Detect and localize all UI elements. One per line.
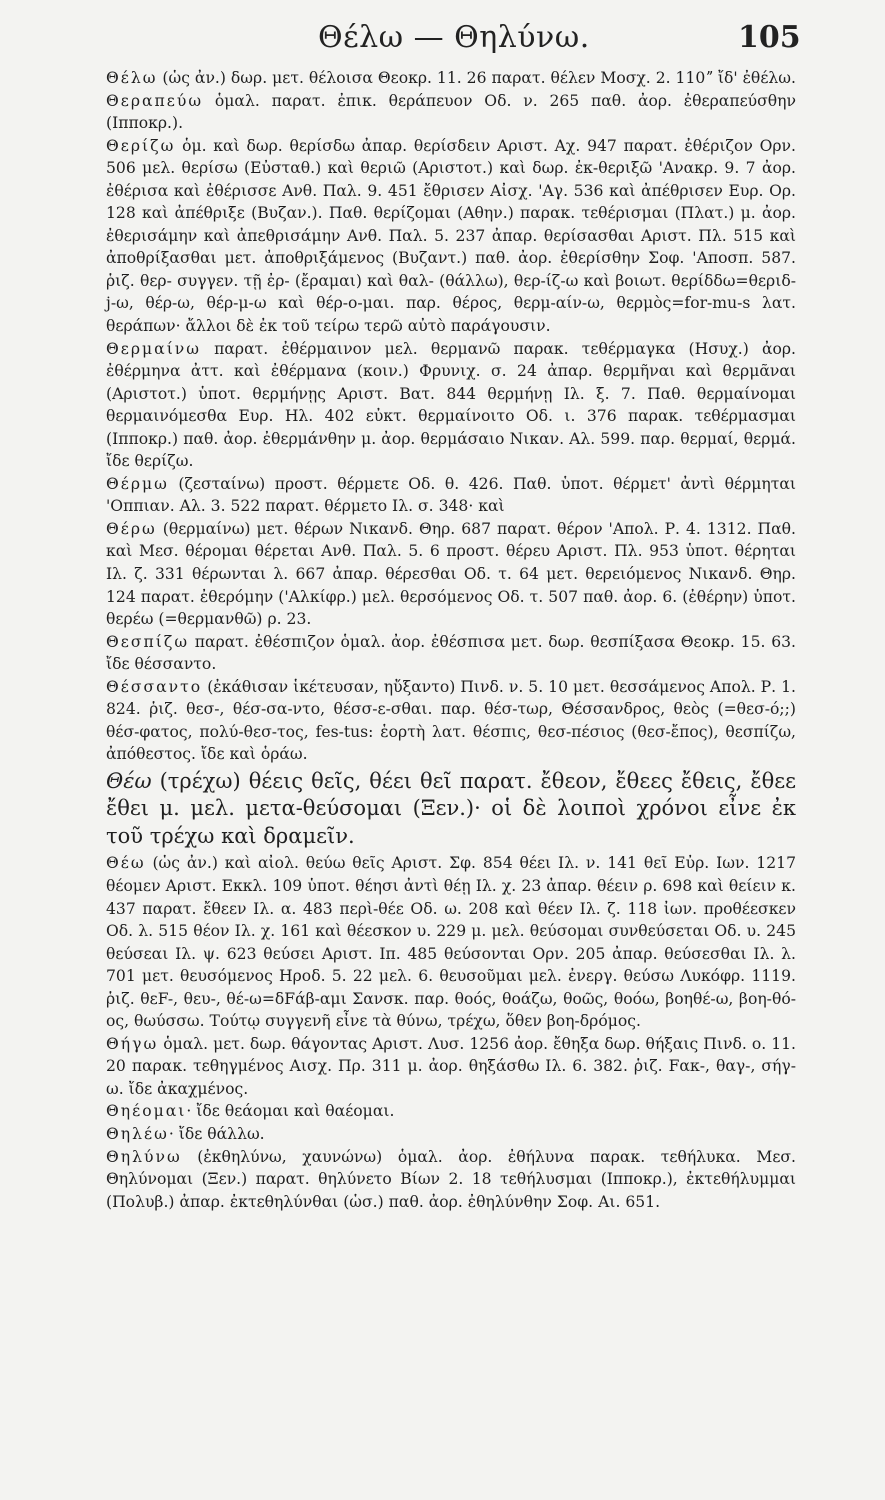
entry-lemma: Θηλύνω [106, 1147, 182, 1166]
dictionary-entry [106, 67, 796, 90]
dictionary-entry [106, 631, 796, 676]
entry-lemma: Θηλέω [106, 1125, 169, 1144]
entry-lemma: Θέλω [106, 69, 158, 87]
entry-text: (ὡς ἀν.) δωρ. μετ. θέλοισα Θεοκρ. 11. 26 παρατ. θέλεν Μοσχ. 2. 110ˮ ἴδ' ἐθέλω. [157, 69, 796, 87]
dictionary-entry [106, 852, 796, 1032]
entry-lemma: Θέσσαντο [106, 677, 203, 696]
dictionary-entry [106, 90, 796, 135]
entry-text: ὁμ. καὶ δωρ. θερίσδω ἀπαρ. θερίσδειν Αριστ. Αχ. 947 παρατ. ἐθέριζον Ορν. 506 μελ. θερίσω (Εὐσταθ.) καὶ θεριῶ (Αριστοτ.) καὶ δωρ. ἐκ-θεριξῶ 'Ανακρ. 9. 7 ἀορ. ἐθέρισα καὶ ἐθέρισσε Ανθ. Παλ. 9. 451 ἔθρισεν Αἰσχ. 'Αγ. 536 καὶ ἀπέθρισεν Ευρ. Ορ. 128 καὶ ἀπέθριξε (Βυζαν.). Παθ. θερίζομαι (Αθην.) παρακ. τεθέρισμαι (Πλατ.) μ. ἀορ. ἐθερισάμην καὶ ἀπεθρισάμην Ανθ. Παλ. 5. 237 ἀπαρ. θερίσασθαι Αριστ. Πλ. 515 καὶ ἀποθρίξασθαι μετ. ἀποθριξάμενος (Βυζαντ.) παθ. ἀορ. ἐθερίσθην Σοφ. 'Αποσπ. 587. ῥιζ. θερ- συγγεν. τῇ ἐρ- (ἔραμαι) καὶ θαλ- (θάλλω), θερ-ίζ-ω καὶ βοιωτ. θερίδδω=θεριδ-j-ω, θέρ-ω, θέρ-μ-ω καὶ θέρ-ο-μαι. παρ. θέρος, θερμ-αίν-ω, θερμὸς=for-mu-s λατ. θεράπων· ἄλλοι δὲ ἐκ τοῦ τείρω τερῶ αὐτὸ παράγουσιν. [106, 136, 796, 336]
entry-lemma: Θεραπεύω [106, 91, 204, 110]
dictionary-entry [106, 768, 796, 851]
page-number: 105 [738, 20, 801, 55]
dictionary-entries [106, 67, 796, 1213]
dictionary-entry [106, 1146, 796, 1214]
entry-lemma: Θέω [106, 854, 146, 873]
entry-text: · ἴδε θάλλω. [168, 1125, 265, 1144]
page-header [0, 14, 885, 64]
dictionary-entry [106, 1100, 796, 1123]
dictionary-entry [106, 338, 796, 473]
dictionary-entry [106, 518, 796, 631]
dictionary-entry [106, 473, 796, 518]
dictionary-entry [106, 1123, 796, 1146]
entry-lemma: Θεσπίζω [106, 632, 190, 651]
dictionary-entry [106, 135, 796, 338]
entry-lemma: Θέω [106, 768, 152, 793]
running-title: Θέλω — Θηλύνω. [318, 20, 590, 55]
entry-text: · ἴδε θεάομαι καὶ θαέομαι. [186, 1102, 395, 1121]
entry-text: παρατ. ἐθέρμαινον μελ. θερμανῶ παρακ. τεθέρμαγκα (Ησυχ.) ἀορ. ἐθέρμηνα ἀττ. καὶ ἐθέρμανα (κοιν.) Φρυνιχ. σ. 24 ἀπαρ. θερμῆναι καὶ θερμᾶναι (Αριστοτ.) ὑποτ. θερμήνῃς Αριστ. Βατ. 844 θερμήνῃ Ιλ. ξ. 7. Παθ. θερμαίνομαι θερμαινόμεσθα Ευρ. Ηλ. 402 εὐκτ. θερμαίνοιτο Οδ. ι. 376 παρακ. τεθέρμασμαι (Ιπποκρ.) παθ. ἀορ. ἐθερμάνθην μ. ἀορ. θερμάσαιο Νικαν. Αλ. 599. παρ. θερμαί, θερμά. ἴδε θερίζω. [106, 339, 796, 471]
entry-lemma: Θερίζω [106, 136, 176, 155]
entry-text: (τρέχω) θέεις θεῖς, θέει θεῖ παρατ. ἔθεον, ἔθεες ἔθεις, ἔθεε ἔθει μ. μελ. μετα-θεύσομαι (Ξεν.)· οἱ δὲ λοιποὶ χρόνοι εἶνε ἐκ τοῦ τρέχω καὶ δραμεῖν. [106, 768, 796, 848]
entry-lemma: Θέρω [106, 519, 157, 538]
dictionary-entry [106, 676, 796, 766]
entry-lemma: Θέρμω [106, 474, 169, 493]
entry-text: (ζεσταίνω) προστ. θέρμετε Οδ. θ. 426. Παθ. ὑποτ. θέρμετ' ἀντὶ θέρμηται 'Οππιαν. Αλ. 3. 522 παρατ. θέρμετο Ιλ. σ. 348· καὶ [106, 474, 796, 516]
entry-text: ὁμαλ. παρατ. ἐπικ. θεράπευον Οδ. ν. 265 παθ. ἀορ. ἐθεραπεύσθην (Ιπποκρ.). [106, 91, 796, 133]
entry-text: (ἐκθηλύνω, χαυνώνω) ὁμαλ. ἀορ. ἐθήλυνα παρακ. τεθήλυκα. Μεσ. Θηλύνομαι (Ξεν.) παρατ. θηλύνετο Βίων 2. 18 τεθήλυσμαι (Ιπποκρ.), ἐκτεθήλυμμαι (Πολυβ.) ἀπαρ. ἐκτεθηλύνθαι (ὡσ.) παθ. ἀορ. ἐθηλύνθην Σοφ. Αι. 651. [106, 1147, 796, 1211]
dictionary-entry [106, 1033, 796, 1101]
entry-text: (ὡς ἀν.) καὶ αἰολ. θεύω θεῖς Αριστ. Σφ. 854 θέει Ιλ. ν. 141 θεῖ Εὐρ. Ιων. 1217 θέομεν Αριστ. Εκκλ. 109 ὑποτ. θέησι ἀντὶ θέῃ Ιλ. χ. 23 ἀπαρ. θέειν ρ. 698 καὶ θείειν κ. 437 παρατ. ἔθεεν Ιλ. α. 483 περὶ-θέε Οδ. ω. 208 καὶ θέεν Ιλ. ζ. 118 ἰων. προθέεσκεν Οδ. λ. 515 θέον Ιλ. χ. 161 καὶ θέεσκον υ. 229 μ. μελ. θεύσομαι συνθεύσεται Οδ. υ. 245 θεύσεαι Ιλ. ψ. 623 θεύσει Αριστ. Ιπ. 485 θεύσονται Ορν. 205 ἀπαρ. θεύσεσθαι Ιλ. λ. 701 μετ. θευσόμενος Ηροδ. 5. 22 μελ. 6. θευσοῦμαι μελ. ἐνεργ. θεύσω Λυκόφρ. 1119. ῥιζ. θεF-, θευ-, θέ-ω=δFάβ-αμι Σανσκ. παρ. θοός, θοάζω, θοῶς, θοόω, βοηθέ-ω, βοη-θό-ος, θωύσσω. Τούτῳ συγγενῆ εἶνε τὰ θύνω, τρέχω, ὅθεν βοη-δρόμος. [106, 854, 796, 1031]
entry-lemma: Θερμαίνω [106, 339, 202, 358]
entry-lemma: Θηέομαι [106, 1102, 187, 1121]
entry-text: ὁμαλ. μετ. δωρ. θάγοντας Αριστ. Λυσ. 1256 ἀορ. ἔθηξα δωρ. θήξαις Πινδ. ο. 11. 20 παρακ. τεθηγμένος Αισχ. Πρ. 311 μ. ἀορ. θηξάσθω Ιλ. 6. 382. ῥιζ. Fακ-, θαγ-, σήγ-ω. ἴδε ἀκαχμένος. [106, 1034, 796, 1098]
entry-text: (ἐκάθισαν ἱκέτευσαν, ηὔξαντο) Πινδ. ν. 5. 10 μετ. θεσσάμενος Απολ. Ρ. 1. 824. ῥιζ. θεσ-, θέσ-σα-ντο, θέσσ-ε-σθαι. παρ. θέσ-τωρ, Θέσσανδρος, θεὸς (=θεσ-ό;;) θέσ-φατος, πολύ-θεσ-τος, fes-tus: ἑορτὴ λατ. θέσπις, θεσ-πέσιος (θεσ-ἔπος), θεσπίζω, ἀπόθεστος. ἴδε καὶ ὁράω. [106, 677, 796, 764]
entry-text: παρατ. ἐθέσπιζον ὁμαλ. ἀορ. ἐθέσπισα μετ. δωρ. θεσπίξασα Θεοκρ. 15. 63. ἴδε θέσσαντο. [106, 632, 796, 674]
entry-text: (θερμαίνω) μετ. θέρων Νικανδ. Θηρ. 687 παρατ. θέρον 'Απολ. Ρ. 4. 1312. Παθ. καὶ Μεσ. θέρομαι θέρεται Ανθ. Παλ. 5. 6 προστ. θέρευ Αριστ. Πλ. 953 ὑποτ. θέρηται Ιλ. ζ. 331 θέρωνται λ. 667 ἀπαρ. θέρεσθαι Οδ. τ. 64 μετ. θερειόμενος Νικανδ. Θηρ. 124 παρατ. ἐθερόμην ('Αλκίφρ.) μελ. θερσόμενος Οδ. τ. 507 παθ. ἀορ. 6. (ἐθέρην) ὑποτ. θερέω (=θερμανθῶ) ρ. 23. [106, 519, 796, 629]
entry-lemma: Θήγω [106, 1034, 159, 1053]
